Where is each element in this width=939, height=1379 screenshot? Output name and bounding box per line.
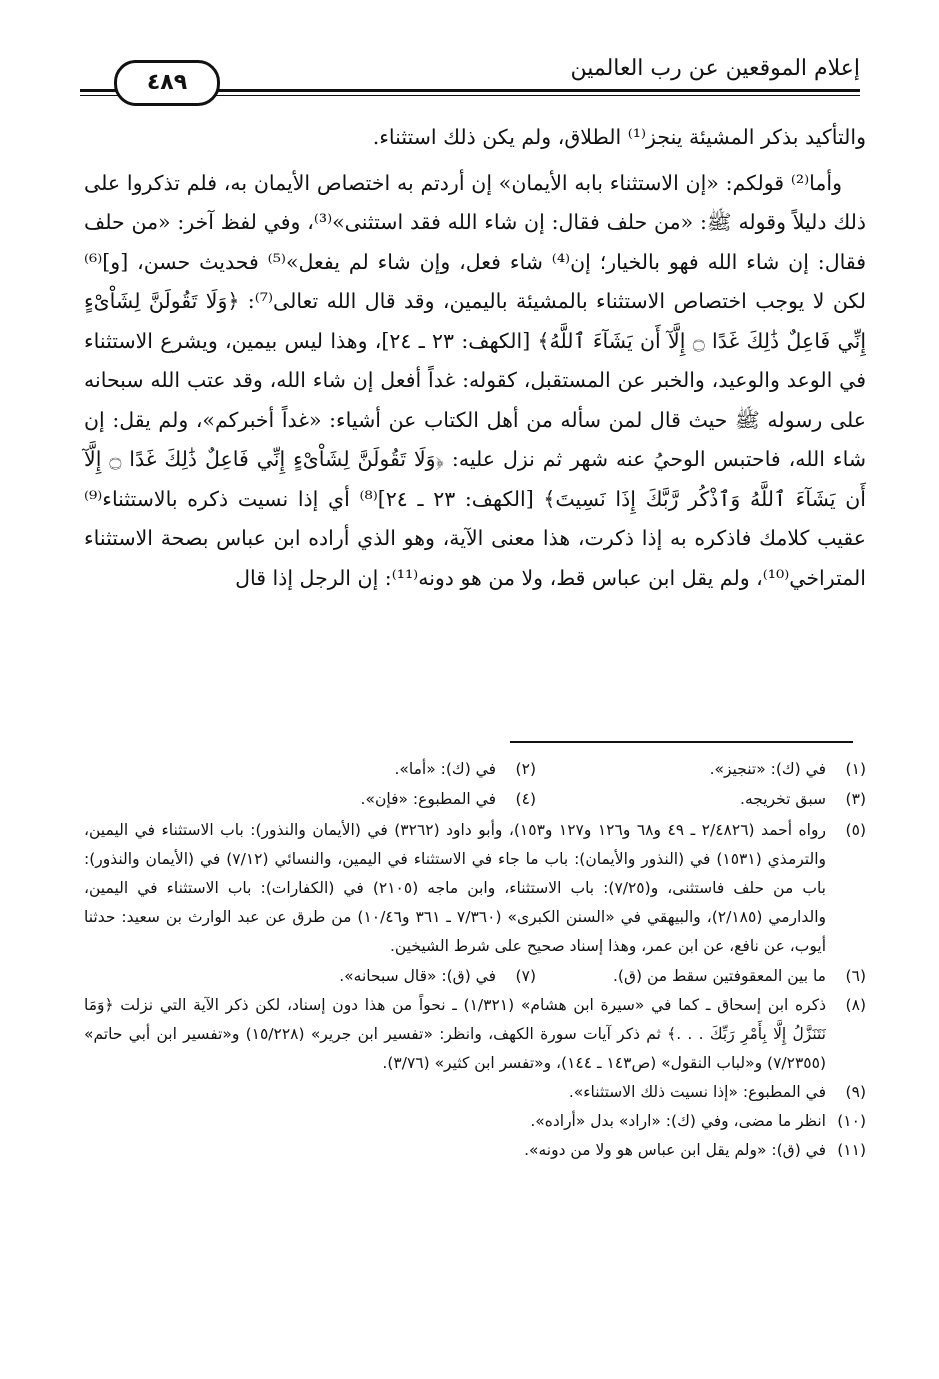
running-title: إعلام الموقعين عن رب العالمين — [570, 56, 860, 81]
footnote-separator — [510, 741, 853, 743]
footnote-text: في (ق): «ولم يقل ابن عباس هو ولا من دونه». — [524, 1141, 826, 1159]
footnote-text: في (ق): «قال سبحانه». — [339, 967, 496, 985]
footnote-number: (٢) — [515, 760, 536, 778]
footnote-number: (١٠) — [837, 1112, 866, 1130]
footnote-8 — [84, 991, 866, 1078]
footnote-number: (١١) — [837, 1141, 866, 1159]
footnote-text: في (ك): «أما». — [394, 760, 496, 778]
footnote-text: في المطبوع: «إذا نسيت ذلك الاستثناء». — [568, 1083, 826, 1101]
footnote-text: في المطبوع: «فإن». — [360, 790, 496, 808]
footnote-pair — [84, 754, 866, 784]
footnote-number: (٣) — [845, 790, 866, 808]
footnote-text: انظر ما مضى، وفي (ك): «اراد» بدل «أراده». — [530, 1112, 826, 1130]
footnote-number: (٤) — [515, 790, 536, 808]
footnote-1 — [536, 754, 866, 784]
footnote-pair — [84, 961, 866, 991]
footnote-5 — [84, 816, 866, 961]
footnote-number: (٦) — [845, 967, 866, 985]
footnote-number: (٥) — [845, 821, 866, 839]
footnotes — [84, 754, 866, 1165]
page-number-badge: ٤٨٩ — [114, 60, 220, 106]
main-text — [84, 118, 866, 598]
footnote-7 — [206, 961, 536, 991]
footnote-text: ما بين المعقوفتين سقط من (ق). — [612, 967, 826, 985]
footnote-text: سبق تخريجه. — [740, 790, 826, 808]
footnote-6 — [536, 961, 866, 991]
footnote-2 — [206, 754, 536, 784]
footnote-11 — [84, 1136, 866, 1165]
footnote-10 — [84, 1107, 866, 1136]
footnote-text: ذكره ابن إسحاق ـ كما في «سيرة ابن هشام» (١/٣٢١) ـ نحواً من هذا دون إسناد، لكن ذكر الآية التي نزلت ﴿وَمَا نَتَنَزَّلُ إِلَّا بِأَمْرِ رَبِّكَ . . .﴾ ثم ذكر آيات سورة الكهف، وانظر: «تفسير ابن جرير» (١٥/٢٢٨) و«تفسير ابن أبي حاتم» (٧/٢٣٥٥) و«لباب النقول» (ص١٤٣ ـ ١٤٤)، و«تفسر ابن كثير» (٣/٧٦). — [84, 996, 826, 1072]
footnote-text: في (ك): «تنجيز». — [709, 760, 826, 778]
page-header — [80, 44, 860, 104]
footnote-number: (٨) — [845, 996, 866, 1014]
footnote-number: (٧) — [515, 967, 536, 985]
footnote-3 — [536, 784, 866, 814]
footnote-number: (١) — [845, 760, 866, 778]
footnote-pair — [84, 784, 866, 814]
footnote-text: رواه أحمد (٢/٤٨٢٦ ـ ٤٩ و٦٨ و١٢٦ و١٢٧ و١٥٣)، وأبو داود (٣٢٦٢) في (الأيمان والنذور): باب الاستثناء في اليمين، والترمذي (١٥٣١) في (النذور والأيمان): باب ما جاء في الاستثناء في اليمين، والنسائي (٧/١٢) في (الأيمان والنذور): باب من حلف فاستثنى، و(٧/٢٥): باب الاستثناء، وابن ماجه (٢١٠٥) في (الكفارات): باب الاستثناء في اليمين، والدارمي (٢/١٨٥)، والبيهقي في «السنن الكبرى» (٧/٣٦٠ ـ ٣٦١ و١٠/٤٦) من طرق عن عبد الوارث بن سعيد: حدثنا أيوب، عن نافع، عن ابن عمر، وهذا إسناد صحيح على شرط الشيخين. — [84, 821, 826, 955]
paragraph-2: وأما⁽²⁾ قولكم: «إن الاستثناء بابه الأيمان» إن أردتم به اختصاص الأيمان به، فلم تذكروا على ذلك دليلاً وقوله ﷺ: «من حلف فقال: إن شاء الله فقد استثنى»⁽³⁾، وفي لفظ آخر: «من حلف فقال: إن شاء الله فهو بالخيار؛ إن⁽⁴⁾ شاء فعل، وإن شاء لم يفعل»⁽⁵⁾ فحديث حسن، [و]⁽⁶⁾ لكن لا يوجب اختصاص الاستثناء بالمشيئة باليمين، وقد قال الله تعالى⁽⁷⁾: ﴿وَلَا تَقُولَنَّ لِشَاْىْءٍ إِنِّي فَاعِلٌ ذَٰلِكَ غَدًا ۝ إِلَّآ أَن يَشَآءَ ٱللَّهُ﴾ [الكهف: ٢٣ ـ ٢٤]، وهذا ليس بيمين، ويشرع الاستثناء في الوعد والوعيد، والخبر عن المستقبل، كقوله: غداً أفعل إن شاء الله، وقد عتب الله سبحانه على رسوله ﷺ حيث قال لمن سأله من أهل الكتاب عن أشياء: «غداً أخبركم»، ولم يقل: إن شاء الله، فاحتبس الوحيُ عنه شهر ثم نزل عليه: ﴿وَلَا تَقُولَنَّ لِشَاْىْءٍ إِنِّي فَاعِلٌ ذَٰلِكَ غَدًا ۝ إِلَّآ أَن يَشَآءَ ٱللَّهُ وَٱذْكُر رَّبَّكَ إِذَا نَسِيتَ﴾ [الكهف: ٢٣ ـ ٢٤]⁽⁸⁾ أي إذا نسيت ذكره بالاستثناء⁽⁹⁾ عقيب كلامك فاذكره به إذا ذكرت، هذا معنى الآية، وهو الذي أراده ابن عباس بصحة الاستثناء المتراخي⁽¹⁰⁾، ولم يقل ابن عباس قط، ولا من هو دونه⁽¹¹⁾: إن الرجل إذا قال — [84, 170, 867, 590]
footnote-number: (٩) — [845, 1083, 866, 1101]
footnote-9 — [84, 1078, 866, 1107]
footnote-4 — [206, 784, 536, 814]
paragraph-1: والتأكيد بذكر المشيئة ينجز⁽¹⁾ الطلاق، ولم يكن ذلك استثناء. — [372, 125, 866, 149]
